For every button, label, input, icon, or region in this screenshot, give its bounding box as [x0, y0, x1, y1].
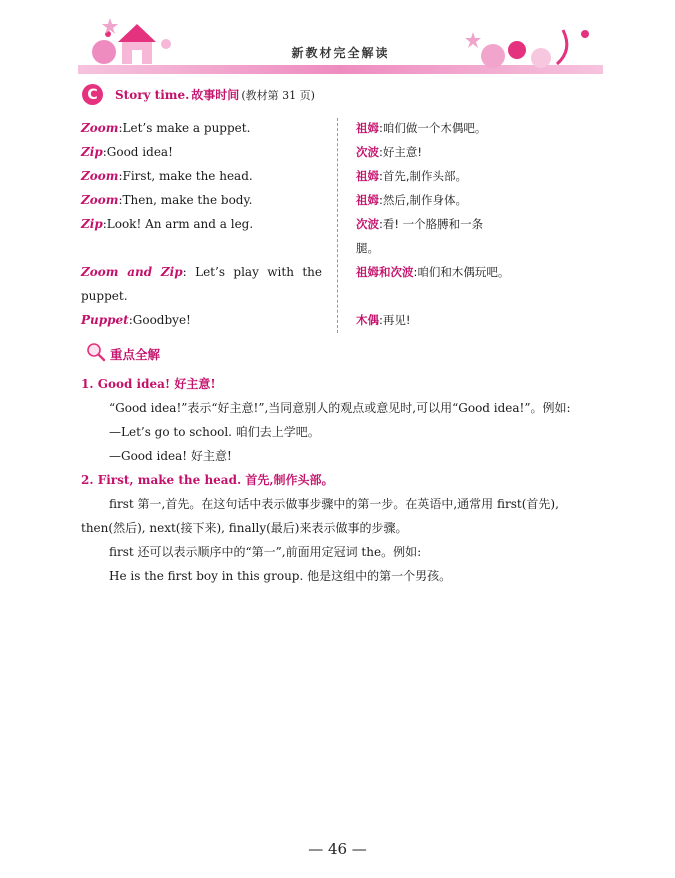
- speaker: Zoom and Zip: [81, 265, 183, 279]
- line-text: Goodbye!: [132, 313, 191, 327]
- page-header: [78, 14, 603, 76]
- item2-paragraph: first 还可以表示顺序中的“第一”,前面用定冠词 the。例如:: [109, 545, 422, 559]
- dialogue-english: [81, 116, 322, 332]
- section-badge: C: [82, 84, 103, 105]
- item2-example: He is the first boy in this group. 他是这组中的第一个男孩。: [109, 569, 452, 583]
- item1-example: —Let’s go to school. 咱们去上学吧。: [109, 425, 320, 439]
- dialogue-line-cn: 祖姆和次波:咱们和木偶玩吧。: [356, 265, 510, 279]
- line-text-cn: 咱们和木偶玩吧。: [417, 265, 510, 279]
- dialogue-line: Zoom:Then, make the body.: [81, 193, 253, 207]
- speaker-cn: 次波: [356, 145, 379, 159]
- item2-title: 2. First, make the head. 首先,制作头部。: [81, 473, 334, 487]
- section-title-cn: 故事时间: [191, 88, 240, 102]
- header-title: 新教材完全解读: [291, 46, 390, 60]
- speaker-cn: 祖姆: [356, 193, 379, 207]
- key-points-heading: [86, 342, 160, 366]
- dialogue-line: Zip:Good idea!: [81, 145, 173, 159]
- explanations: [81, 372, 596, 588]
- line-text: First, make the head.: [122, 169, 253, 183]
- dialogue-line: Zoom:Let’s make a puppet.: [81, 121, 251, 135]
- dialogue-line: Zip:Look! An arm and a leg.: [81, 217, 254, 231]
- section-heading: [82, 84, 315, 105]
- section-note: (教材第 31 页): [241, 88, 315, 102]
- speaker-cn: 祖姆: [356, 121, 379, 135]
- item1-title: 1. Good idea! 好主意!: [81, 377, 216, 391]
- dialogue-line-cn: 次波:好主意!: [356, 145, 422, 159]
- line-text: Good idea!: [106, 145, 173, 159]
- dialogue-line-cn: 祖姆:然后,制作身体。: [356, 193, 468, 207]
- flower-decoration-icon: [453, 20, 603, 74]
- speaker-cn: 次波: [356, 217, 379, 231]
- line-text-cn: 首先,制作头部。: [382, 169, 468, 183]
- dialogue-line: Puppet:Goodbye!: [81, 313, 191, 327]
- speaker-cn: 木偶: [356, 313, 379, 327]
- line-text-cn: 咱们做一个木偶吧。: [382, 121, 487, 135]
- line-text: Then, make the body.: [122, 193, 253, 207]
- dialogue-line: Zoom and Zip: Let’s play with the puppet.: [81, 265, 323, 303]
- line-text-cn: 再见!: [382, 313, 411, 327]
- speaker: Zoom: [81, 121, 119, 135]
- dialogue-line-cn: 祖姆:首先,制作头部。: [356, 169, 468, 183]
- item2-paragraph: first 第一,首先。在这句话中表示做事步骤中的第一步。在英语中,通常用 first(首先), then(然后), next(接下来), finally(最后)来表示做事的步骤。: [81, 497, 559, 535]
- line-text: Let’s make a puppet.: [122, 121, 251, 135]
- speaker: Zoom: [81, 193, 119, 207]
- key-points-label: 重点全解: [110, 347, 161, 362]
- speaker: Zoom: [81, 169, 119, 183]
- speaker: Zip: [81, 145, 103, 159]
- dialogue-line-cn: 次波:看! 一个胳膊和一条腿。: [356, 217, 484, 255]
- item1-paragraph: “Good idea!”表示“好主意!”,当同意别人的观点或意见时,可以用“Good idea!”。例如:: [109, 401, 571, 415]
- line-text-cn: 看! 一个胳膊和一条腿。: [356, 217, 484, 255]
- magnifier-icon: [86, 342, 106, 366]
- dialogue-line: Zoom:First, make the head.: [81, 169, 253, 183]
- dialogue-line-cn: 木偶:再见!: [356, 313, 411, 327]
- speaker-cn: 祖姆: [356, 169, 379, 183]
- line-text-cn: 好主意!: [382, 145, 422, 159]
- speaker-cn: 祖姆和次波: [356, 265, 414, 279]
- dialogue-chinese: [356, 116, 576, 332]
- section-title: Story time.: [115, 87, 190, 102]
- line-text: Look! An arm and a leg.: [106, 217, 254, 231]
- speaker: Zip: [81, 217, 103, 231]
- column-divider: [337, 118, 338, 333]
- speaker: Puppet: [81, 313, 129, 327]
- page-number: — 46 —: [308, 840, 367, 858]
- line-text-cn: 然后,制作身体。: [382, 193, 468, 207]
- item1-example: —Good idea! 好主意!: [109, 449, 232, 463]
- line-text: Let’s play with the puppet.: [81, 265, 323, 303]
- dialogue-line-cn: 祖姆:咱们做一个木偶吧。: [356, 121, 487, 135]
